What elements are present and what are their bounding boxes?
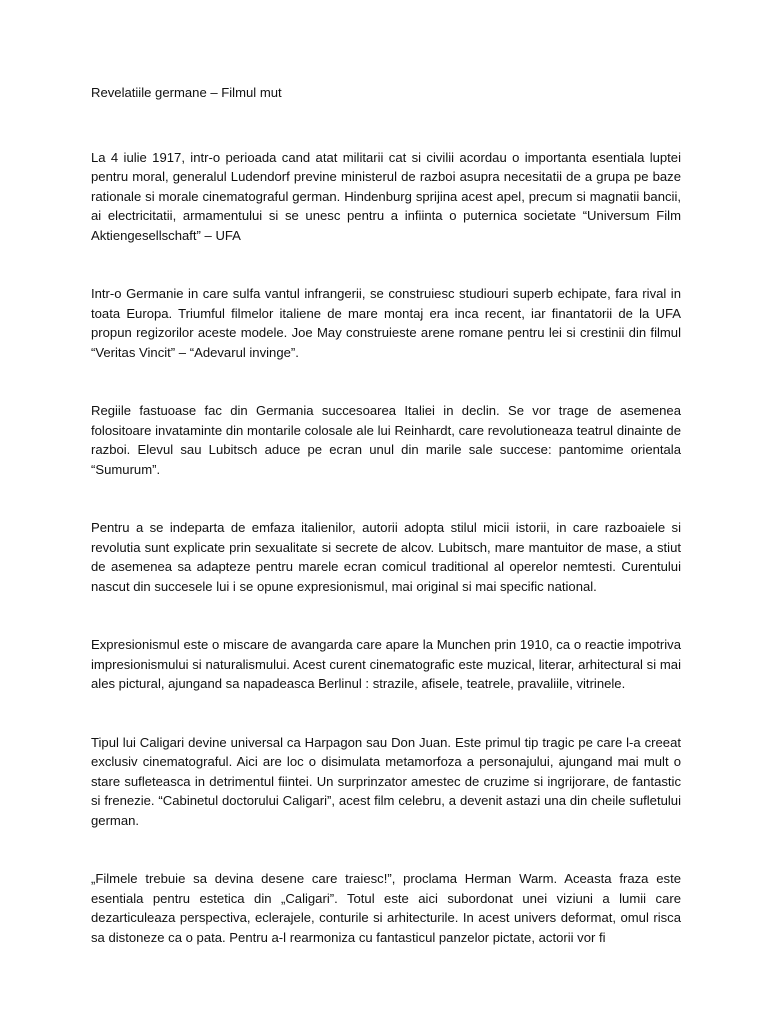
paragraph-caligari-type: Tipul lui Caligari devine universal ca Harpagon sau Don Juan. Este primul tip tragic pe care l-a creeat exclusiv cinematograful. Aici are loc o disimulata metamorfoza a personajului, ajungand mai mult o stare sufleteasca in detrimentul fiintei. Un surprinzator amestec de cruzime si ingrijorare, de fantastic si frenezie. “Cabinetul doctorului Caligari”, acest film celebru, a devenit astazi una din cheile sufletului german. — [91, 734, 681, 828]
paragraph-herman-warm: „Filmele trebuie sa devina desene care traiesc!”, proclama Herman Warm. Aceasta fraza este esentiala pentru estetica din „Caligari”. Totul este aici subordonat unei viziuni a lumii care dezarticuleaza perspectiva, eclerajele, conturile si arhitecturile. In acest univers deformat, omul risca sa distoneze ca o pata. Pentru a-l rearmoniza cu fantasticul panzelor pictate, actorii vor fi — [91, 871, 681, 945]
paragraph-studios: Intr-o Germanie in care sulfa vantul infrangerii, se construiesc studiouri superb echipate, fara rival in toata Europa. Triumful filmelor italiene de mare montaj era inca recent, iar finantatorii de la UFA propun regizorilor aceste modele. Joe May construieste arene romane pentru lei si crestinii din filmul “Veritas Vincit” – “Adevarul invinge”. — [91, 286, 681, 360]
paragraph-expressionism: Expresionismul este o miscare de avangarda care apare la Munchen prin 1910, ca o reactie impotriva impresionismului si naturalismului. Acest curent cinematografic este muzical, literar, arhitectural si mai ales pictural, ajungand sa napadeasca Berlinul : strazile, afisele, teatrele, pravaliile, vitrinele. — [91, 637, 681, 691]
paragraph-small-history: Pentru a se indeparta de emfaza italienilor, autorii adopta stilul micii istorii, in care razboaiele si revolutia sunt explicate prin sexualitate si secrete de alcov. Lubitsch, mare mantuitor de mase, a stiut de asemenea sa adapteze pentru marele ecran comicul traditional al operelor nemtesti. Curentului nascut din succesele lui i se opune expresionismul, mai original si mai specific national. — [91, 520, 681, 594]
paragraph-ufa-founding: La 4 iulie 1917, intr-o perioada cand atat militarii cat si civilii acordau o importanta esentiala luptei pentru moral, generalul Ludendorf previne ministerul de razboi asupra necesitatii de a grupa pe baze rationale si morale cinematograful german. Hindenburg sprijina acest apel, precum si magnatii bancii, ai electricitatii, armamentului si se unesc pentru a infiinta o puternica societate “Universum Film Aktiengesellschaft” – UFA — [91, 149, 681, 243]
document-page — [91, 83, 681, 947]
document-title: Revelatiile germane – Filmul mut — [91, 85, 282, 100]
paragraph-reinhardt-lubitsch: Regiile fastuoase fac din Germania succesoarea Italiei in declin. Se vor trage de asemenea folositoare invataminte din montarile colosale ale lui Reinhardt, care revolutioneaza teatrul dinainte de razboi. Elevul sau Lubitsch aduce pe ecran unul din marile sale succese: pantomime orientala “Sumurum”. — [91, 403, 681, 477]
